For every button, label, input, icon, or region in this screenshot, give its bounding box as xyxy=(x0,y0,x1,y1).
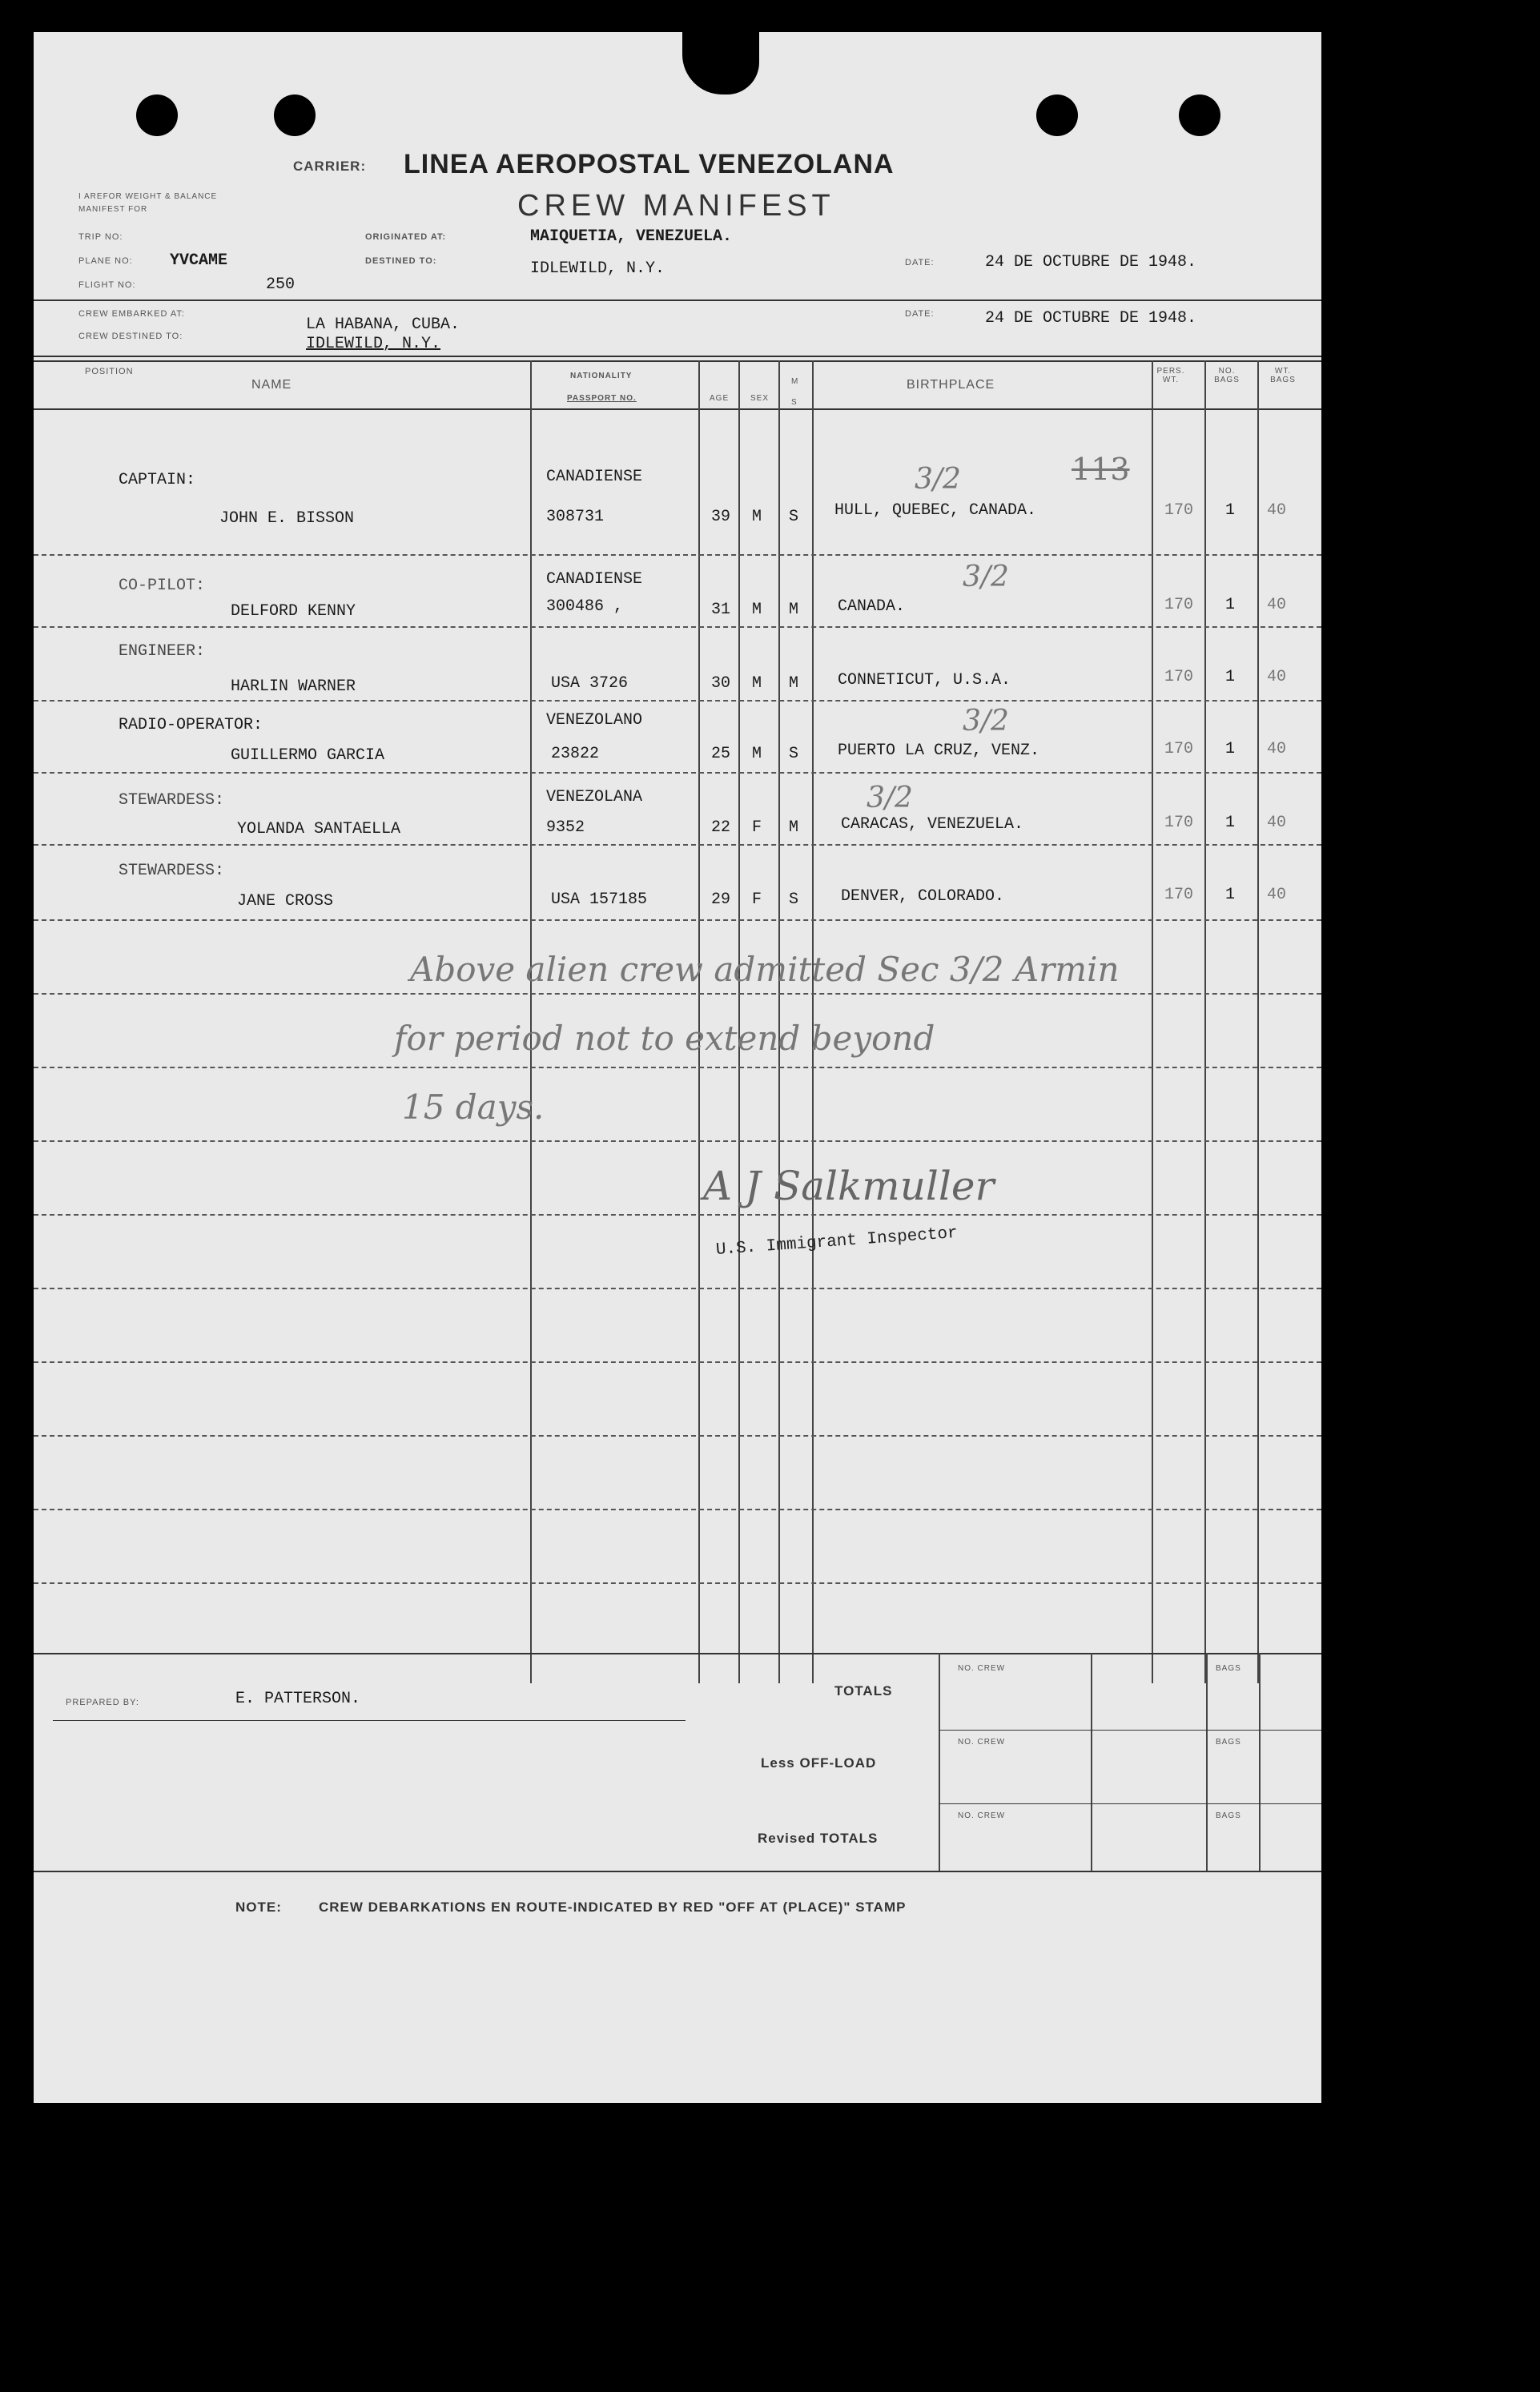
originated-value: MAIQUETIA, VENEZUELA. xyxy=(530,227,733,246)
divider xyxy=(34,1653,1321,1654)
small-label-manifest-for: MANIFEST FOR xyxy=(78,205,148,214)
totals-box-rule xyxy=(939,1730,1321,1731)
crew-birthplace: CONNETICUT, U.S.A. xyxy=(838,671,1011,689)
crew-age: 29 xyxy=(711,890,731,909)
plane-label: PLANE NO: xyxy=(78,256,133,266)
crew-age: 25 xyxy=(711,745,731,763)
note-text: CREW DEBARKATIONS EN ROUTE-INDICATED BY RED "OFF AT (PLACE)" STAMP xyxy=(319,1900,907,1915)
small-label-weight-balance: I AREFOR WEIGHT & BALANCE xyxy=(78,192,218,201)
destined-value: IDLEWILD, N.Y. xyxy=(530,259,665,278)
handwritten-section-mark: 3/2 xyxy=(915,463,961,496)
crew-bags-weight: 40 xyxy=(1267,740,1287,758)
crew-age: 31 xyxy=(711,601,731,619)
crew-birthplace: PUERTO LA CRUZ, VENZ. xyxy=(838,742,1040,760)
crew-bags-weight: 40 xyxy=(1267,596,1287,614)
crew-destined-label: CREW DESTINED TO: xyxy=(78,332,183,341)
crew-sex: M xyxy=(752,508,762,526)
totals-box-rule xyxy=(939,1803,1321,1804)
crew-bags: 1 xyxy=(1225,740,1236,758)
crew-birthplace: HULL, QUEBEC, CANADA. xyxy=(834,501,1037,520)
destined-label: DESTINED TO: xyxy=(365,256,437,266)
no-crew-label: NO. CREW xyxy=(958,1811,1006,1820)
column-rule xyxy=(1204,360,1206,1683)
crew-name: JANE CROSS xyxy=(237,892,334,911)
crew-passport: 23822 xyxy=(551,745,600,763)
date2-label: DATE: xyxy=(905,309,935,319)
bags-label: BAGS xyxy=(1216,1811,1241,1820)
col-position: POSITION xyxy=(85,367,134,376)
row-rule xyxy=(34,626,1321,628)
crew-personal-weight: 170 xyxy=(1164,886,1194,904)
crew-birthplace: CANADA. xyxy=(838,597,906,616)
crew-sex: F xyxy=(752,890,762,909)
column-rule xyxy=(1152,360,1153,1683)
crew-sex: F xyxy=(752,818,762,837)
note-label: NOTE: xyxy=(235,1900,282,1915)
col-sex: SEX xyxy=(750,394,770,403)
crew-passport: 9352 xyxy=(546,818,585,837)
divider xyxy=(34,356,1321,357)
plane-number: YVCAME xyxy=(170,251,228,270)
manifest-page xyxy=(34,32,1321,2103)
crew-position: CO-PILOT: xyxy=(119,577,206,595)
row-rule xyxy=(34,700,1321,702)
crew-position: STEWARDESS: xyxy=(119,791,225,810)
crew-bags-weight: 40 xyxy=(1267,814,1287,832)
divider xyxy=(34,300,1321,301)
prepared-label: PREPARED BY: xyxy=(66,1698,139,1707)
totals-box-rule xyxy=(1259,1653,1261,1871)
row-rule xyxy=(34,919,1321,921)
crew-nationality: VENEZOLANO xyxy=(546,711,643,730)
crew-marital-status: M xyxy=(789,818,799,837)
date-value: 24 DE OCTUBRE DE 1948. xyxy=(985,253,1197,271)
crew-personal-weight: 170 xyxy=(1164,596,1194,614)
crew-passport: 300486 , xyxy=(546,597,624,616)
punch-hole xyxy=(274,94,316,136)
crew-marital-status: M xyxy=(789,601,799,619)
carrier-name: LINEA AEROPOSTAL VENEZOLANA xyxy=(404,149,895,179)
carrier-label: CARRIER: xyxy=(293,159,367,174)
crew-bags: 1 xyxy=(1225,886,1236,904)
crew-name: GUILLERMO GARCIA xyxy=(231,746,385,765)
crew-bags: 1 xyxy=(1225,596,1236,614)
no-crew-label: NO. CREW xyxy=(958,1664,1006,1673)
crew-bags: 1 xyxy=(1225,668,1236,686)
crew-passport: 308731 xyxy=(546,508,605,526)
signature-line xyxy=(53,1720,686,1721)
embarked-value: LA HABANA, CUBA. xyxy=(306,316,460,334)
revised-totals-label: Revised TOTALS xyxy=(758,1831,879,1846)
row-rule xyxy=(34,1509,1321,1510)
crew-marital-status: M xyxy=(789,674,799,693)
row-rule xyxy=(34,1214,1321,1216)
row-rule xyxy=(34,993,1321,995)
date2-value: 24 DE OCTUBRE DE 1948. xyxy=(985,309,1197,328)
flight-number: 250 xyxy=(266,275,296,294)
crew-nationality: VENEZOLANA xyxy=(546,788,643,806)
trip-label: TRIP NO: xyxy=(78,232,123,242)
flight-label: FLIGHT NO: xyxy=(78,280,136,290)
col-age: AGE xyxy=(710,394,730,403)
crew-marital-status: S xyxy=(789,745,799,763)
crew-bags-weight: 40 xyxy=(1267,501,1287,520)
crew-sex: M xyxy=(752,745,762,763)
totals-box-rule xyxy=(1206,1653,1208,1871)
divider xyxy=(34,408,1321,410)
col-weight-bags: WT. BAGS xyxy=(1270,367,1296,384)
crew-birthplace: DENVER, COLORADO. xyxy=(841,887,1005,906)
crew-personal-weight: 170 xyxy=(1164,740,1194,758)
crew-name: YOLANDA SANTAELLA xyxy=(237,820,401,838)
totals-box-rule xyxy=(939,1653,940,1871)
row-rule xyxy=(34,1288,1321,1289)
crew-name: JOHN E. BISSON xyxy=(219,509,355,528)
row-rule xyxy=(34,772,1321,774)
crew-position: ENGINEER: xyxy=(119,642,206,661)
col-name: NAME xyxy=(251,378,292,392)
handwritten-endorsement-line: Above alien crew admitted Sec 3/2 Armin xyxy=(410,950,1120,989)
divider xyxy=(34,360,1321,362)
less-offload-label: Less OFF-LOAD xyxy=(761,1755,877,1771)
crew-bags-weight: 40 xyxy=(1267,668,1287,686)
col-passport: PASSPORT NO. xyxy=(567,394,637,403)
crew-personal-weight: 170 xyxy=(1164,501,1194,520)
document-title: CREW MANIFEST xyxy=(517,189,835,223)
crew-position: RADIO-OPERATOR: xyxy=(119,716,263,734)
handwritten-section-mark: 3/2 xyxy=(963,561,1009,593)
embarked-label: CREW EMBARKED AT: xyxy=(78,309,185,319)
totals-label: TOTALS xyxy=(834,1683,893,1699)
col-marital-status: M S xyxy=(791,377,799,407)
row-rule xyxy=(34,844,1321,846)
crew-nationality: CANADIENSE xyxy=(546,570,643,589)
punch-hole xyxy=(1179,94,1220,136)
crew-marital-status: S xyxy=(789,508,799,526)
prepared-by: E. PATTERSON. xyxy=(235,1690,361,1708)
crew-name: HARLIN WARNER xyxy=(231,677,356,696)
divider xyxy=(34,1871,1321,1872)
handwritten-number: 113 xyxy=(1072,452,1130,487)
crew-personal-weight: 170 xyxy=(1164,814,1194,832)
crew-passport: USA 157185 xyxy=(551,890,648,909)
row-rule xyxy=(34,1361,1321,1363)
crew-destined-value: IDLEWILD, N.Y. xyxy=(306,335,441,353)
bags-label: BAGS xyxy=(1216,1738,1241,1747)
inspector-signature: A J Salkmuller xyxy=(703,1163,995,1209)
crew-sex: M xyxy=(752,674,762,693)
handwritten-endorsement-line: for period not to extend beyond xyxy=(394,1019,935,1058)
crew-marital-status: S xyxy=(789,890,799,909)
handwritten-section-mark: 3/2 xyxy=(867,782,913,814)
punch-hole xyxy=(1036,94,1078,136)
crew-position: CAPTAIN: xyxy=(119,471,196,489)
handwritten-section-mark: 3/2 xyxy=(963,705,1009,738)
crew-age: 39 xyxy=(711,508,731,526)
handwritten-endorsement-line: 15 days. xyxy=(402,1087,545,1127)
originated-label: ORIGINATED AT: xyxy=(365,232,447,242)
totals-box-rule xyxy=(1091,1653,1092,1871)
col-birthplace: BIRTHPLACE xyxy=(907,378,995,392)
crew-bags: 1 xyxy=(1225,501,1236,520)
torn-edge xyxy=(682,32,759,94)
col-number-bags: NO. BAGS xyxy=(1214,367,1240,384)
crew-birthplace: CARACAS, VENEZUELA. xyxy=(841,815,1024,834)
crew-name: DELFORD KENNY xyxy=(231,602,356,621)
crew-passport: USA 3726 xyxy=(551,674,629,693)
crew-bags-weight: 40 xyxy=(1267,886,1287,904)
inspector-stamp: U.S. Immigrant Inspector xyxy=(715,1224,959,1260)
crew-personal-weight: 170 xyxy=(1164,668,1194,686)
col-personal-weight: PERS. WT. xyxy=(1156,367,1185,384)
crew-sex: M xyxy=(752,601,762,619)
date-label: DATE: xyxy=(905,258,935,267)
crew-bags: 1 xyxy=(1225,814,1236,832)
row-rule xyxy=(34,1067,1321,1068)
no-crew-label: NO. CREW xyxy=(958,1738,1006,1747)
row-rule xyxy=(34,1140,1321,1142)
row-rule xyxy=(34,1582,1321,1584)
column-rule xyxy=(1257,360,1259,1683)
crew-age: 22 xyxy=(711,818,731,837)
bags-label: BAGS xyxy=(1216,1664,1241,1673)
crew-age: 30 xyxy=(711,674,731,693)
col-nationality: NATIONALITY xyxy=(570,372,633,380)
crew-position: STEWARDESS: xyxy=(119,862,225,880)
row-rule xyxy=(34,554,1321,556)
punch-hole xyxy=(136,94,178,136)
row-rule xyxy=(34,1435,1321,1437)
crew-nationality: CANADIENSE xyxy=(546,468,643,486)
